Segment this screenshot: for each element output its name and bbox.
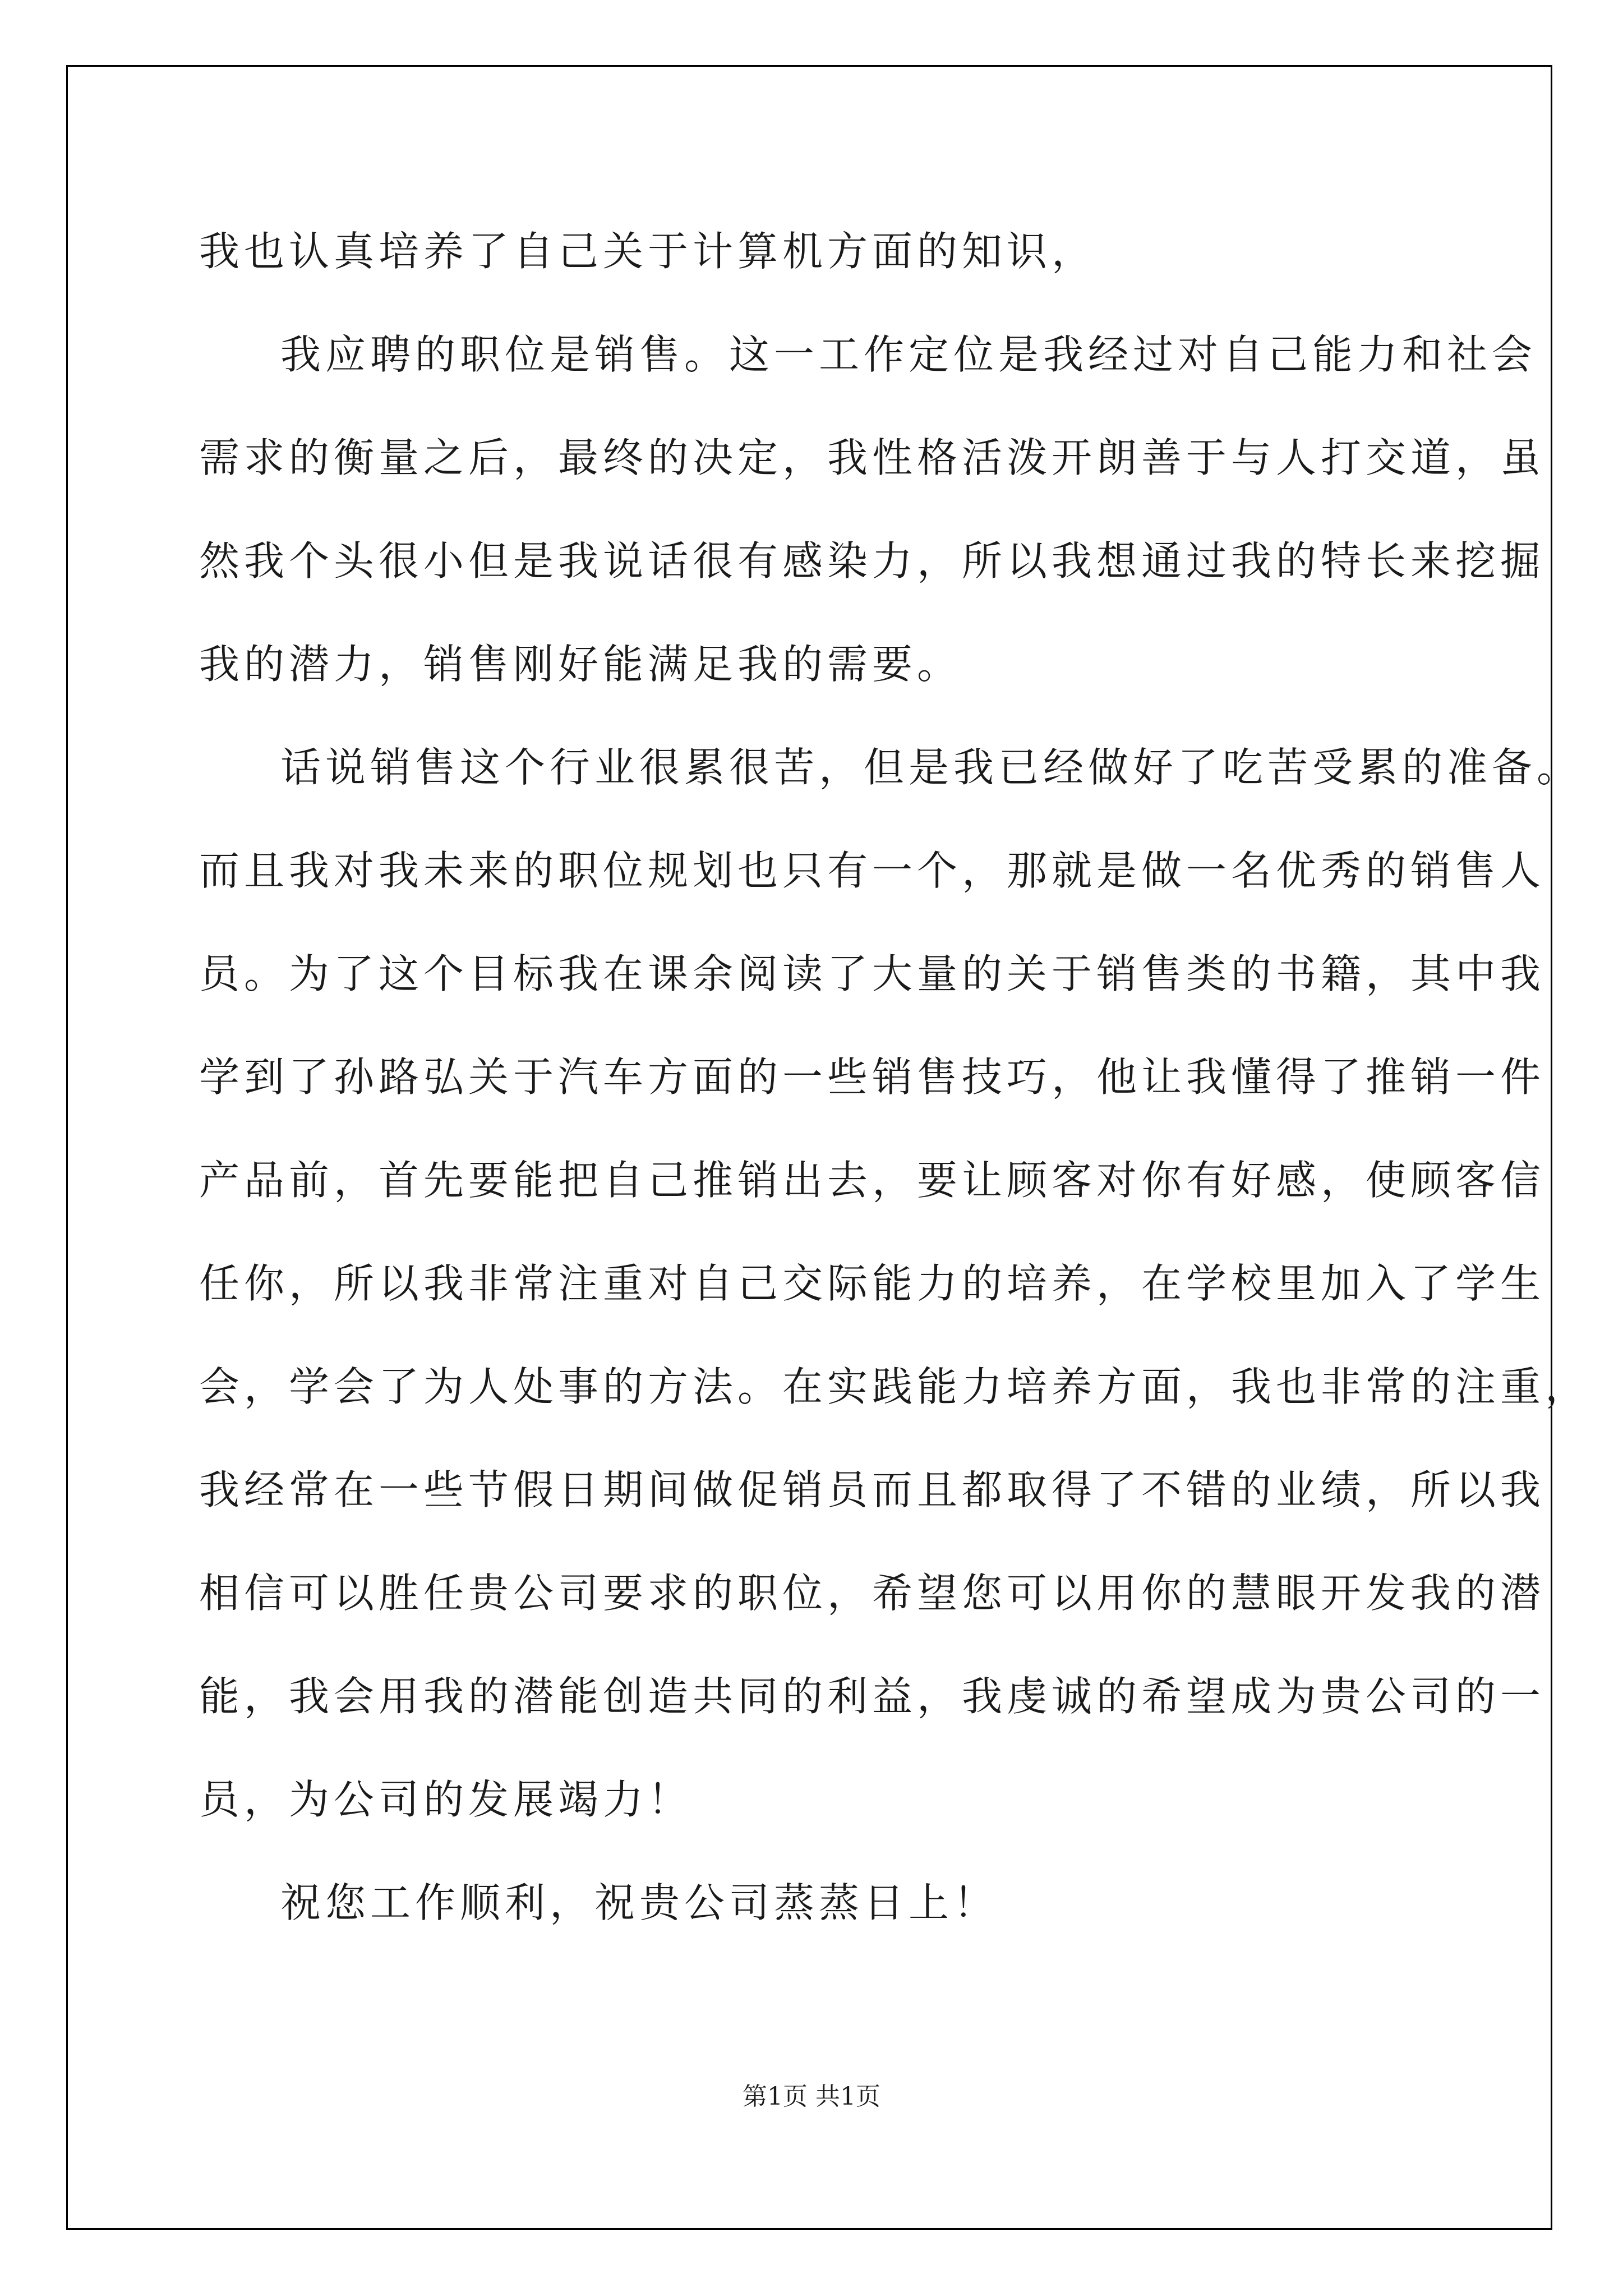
text-line: 我的潜力，销售刚好能满足我的需要。 (199, 641, 962, 688)
text-line: 产品前，首先要能把自己推销出去，要让顾客对你有好感，使顾客信 (199, 1157, 1546, 1204)
paragraph-start: 话说销售这个行业很累很苦，但是我已经做好了吃苦受累的准备。 (280, 744, 1582, 791)
text-line: 我也认真培养了自己关于计算机方面的知识， (199, 228, 1097, 275)
text-line: 相信可以胜任贵公司要求的职位，希望您可以用你的慧眼开发我的潜 (199, 1570, 1546, 1617)
paragraph-start: 我应聘的职位是销售。这一工作定位是我经过对自己能力和社会 (280, 331, 1537, 378)
text-line: 而且我对我未来的职位规划也只有一个，那就是做一名优秀的销售人 (199, 847, 1546, 894)
text-line: 学到了孙路弘关于汽车方面的一些销售技巧，他让我懂得了推销一件 (199, 1053, 1546, 1101)
text-line: 然我个头很小但是我说话很有感染力，所以我想通过我的特长来挖掘 (199, 537, 1546, 585)
closing-line: 祝您工作顺利，祝贵公司蒸蒸日上！ (280, 1879, 999, 1926)
text-line: 需求的衡量之后，最终的决定，我性格活泼开朗善于与人打交道，虽 (199, 434, 1546, 481)
text-line: 员，为公司的发展竭力！ (199, 1776, 693, 1823)
text-line: 任你，所以我非常注重对自己交际能力的培养，在学校里加入了学生 (199, 1260, 1546, 1307)
page-footer: 第1页 共1页 (743, 2082, 880, 2111)
text-line: 能，我会用我的潜能创造共同的利益，我虔诚的希望成为贵公司的一 (199, 1673, 1546, 1720)
text-line: 会，学会了为人处事的方法。在实践能力培养方面，我也非常的注重， (199, 1363, 1590, 1410)
text-line: 员。为了这个目标我在课余阅读了大量的关于销售类的书籍，其中我 (199, 950, 1546, 997)
text-line: 我经常在一些节假日期间做促销员而且都取得了不错的业绩，所以我 (199, 1466, 1546, 1513)
